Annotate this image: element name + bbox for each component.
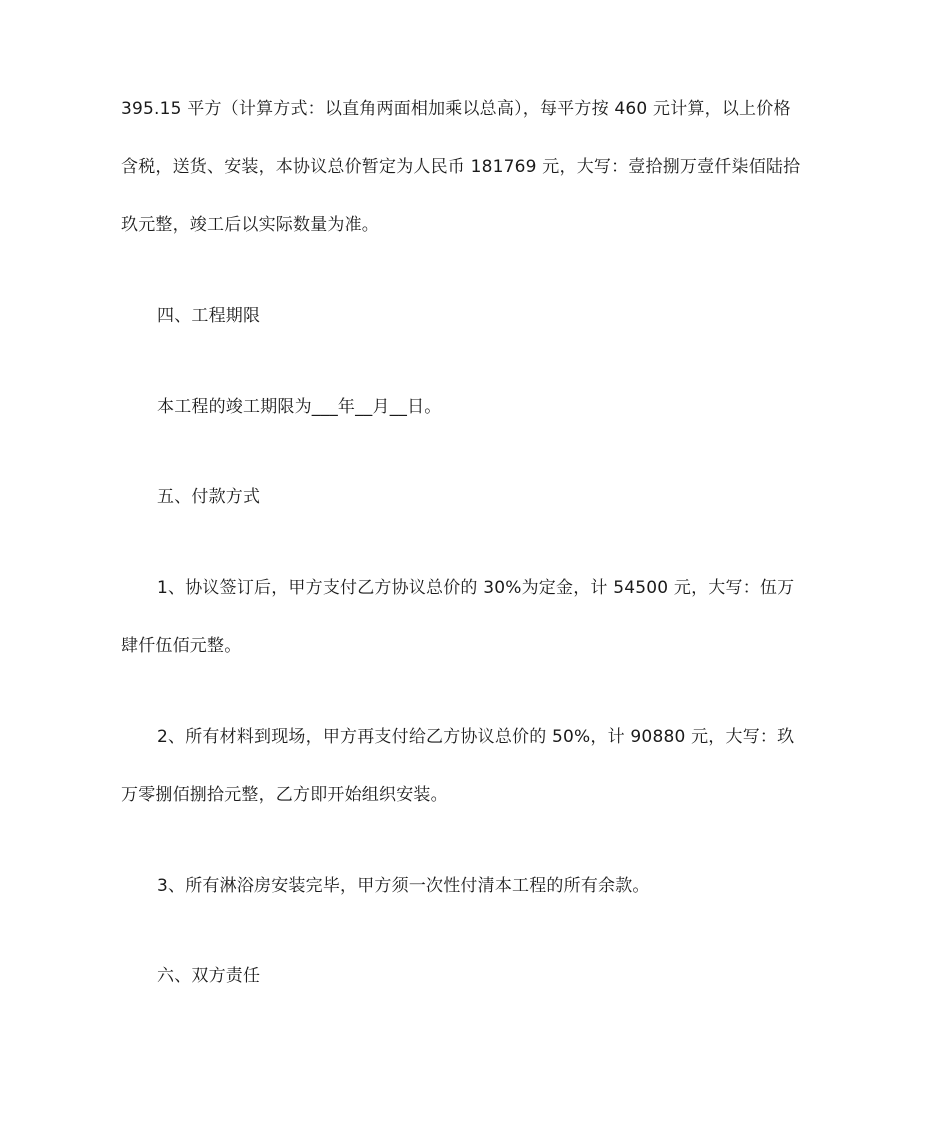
section-heading-duration: 四、工程期限 bbox=[157, 306, 261, 326]
price-paragraph-line-2: 含税，送货、安装，本协议总价暂定为人民币 181769 元，大写：壹拾捌万壹仟柒佰陆拾 bbox=[121, 157, 801, 177]
payment-item-1-line-2: 肆仟伍佰元整。 bbox=[121, 636, 242, 656]
payment-item-3: 3、所有淋浴房安装完毕，甲方须一次性付清本工程的所有余款。 bbox=[157, 876, 650, 896]
duration-paragraph: 本工程的竣工期限为___年__月__日。 bbox=[157, 397, 442, 417]
payment-item-2-line-2: 万零捌佰捌拾元整，乙方即开始组织安装。 bbox=[121, 785, 448, 805]
section-heading-payment: 五、付款方式 bbox=[157, 487, 261, 507]
section-heading-responsibilities: 六、双方责任 bbox=[157, 966, 261, 986]
payment-item-1-line-1: 1、协议签订后，甲方支付乙方协议总价的 30%为定金，计 54500 元，大写：伍万 bbox=[157, 578, 795, 598]
price-paragraph-line-3: 玖元整，竣工后以实际数量为准。 bbox=[121, 215, 379, 235]
payment-item-2-line-1: 2、所有材料到现场，甲方再支付给乙方协议总价的 50%，计 90880 元，大写：玖 bbox=[157, 727, 795, 747]
price-paragraph-line-1: 395.15 平方（计算方式：以直角两面相加乘以总高），每平方按 460 元计算，以上价格 bbox=[121, 99, 791, 119]
